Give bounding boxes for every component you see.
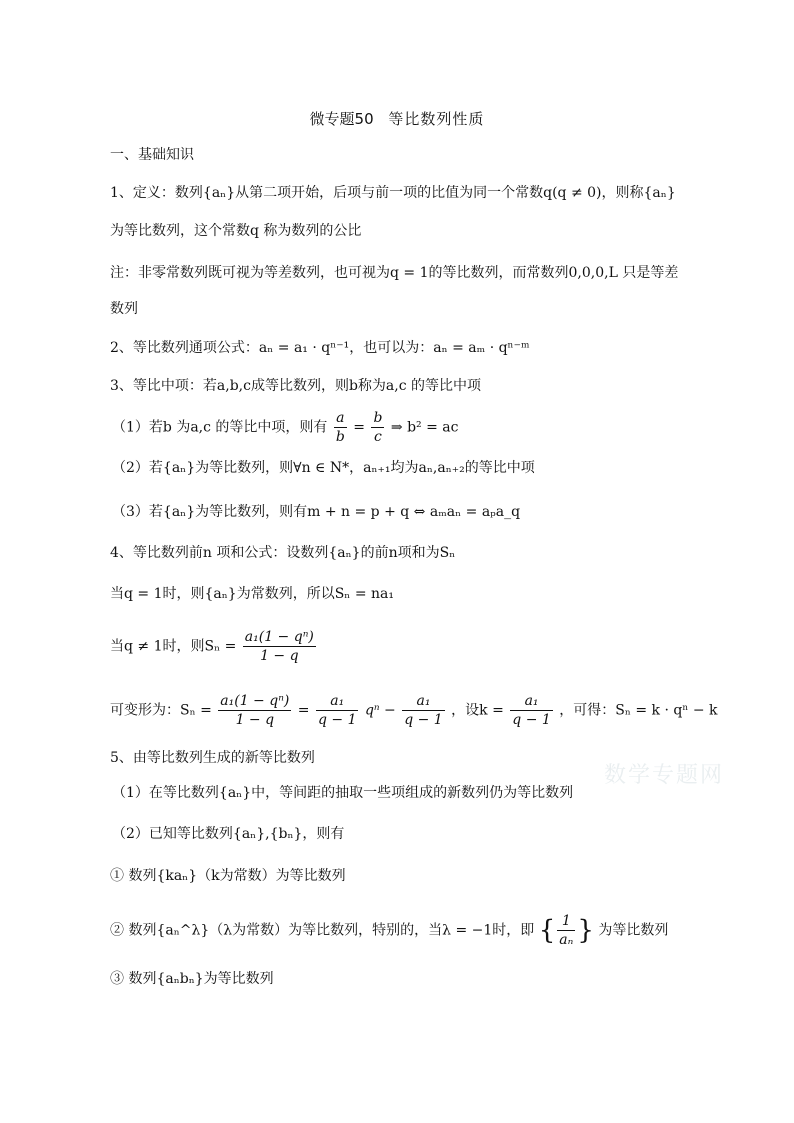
new-sequences-heading: 5、由等比数列生成的新等比数列	[110, 750, 315, 766]
frac-den: q − 1	[317, 712, 357, 728]
geometric-mean-item-3: （3）若{aₙ}为等比数列，则有m + n = p + q ⇔ aₘaₙ = aₚa_q	[112, 504, 521, 520]
frac-num: a₁(1 − qⁿ)	[244, 629, 314, 645]
frac-num: 1	[557, 912, 575, 931]
item-1-result: ⇒ b² = ac	[390, 419, 459, 436]
sum-case-q-not-1	[110, 628, 318, 665]
fraction-a-over-b	[334, 409, 347, 446]
definition-line-1: 1、定义：数列{aₙ}从第二项开始，后项与前一项的比值为同一个常数q(q ≠ 0)，则称{aₙ}	[110, 185, 676, 201]
sum-transform-line	[110, 692, 718, 729]
result-text: ，可得：Sₙ = k · qⁿ − k	[559, 702, 718, 719]
circled-item-3: ③ 数列{aₙbₙ}为等比数列	[110, 971, 274, 987]
reciprocal-fraction	[557, 912, 575, 949]
fraction-b-over-c	[371, 409, 384, 446]
frac-den: 1 − q	[235, 712, 275, 728]
frac-num: a₁	[402, 692, 445, 711]
case-text: 当q ≠ 1时，则Sₙ =	[110, 638, 237, 655]
page-title	[0, 108, 794, 129]
title-prefix: 微专题50	[309, 110, 374, 128]
frac-den: q − 1	[512, 712, 551, 728]
title-main: 等比数列性质	[388, 110, 485, 128]
frac-den: c	[374, 429, 382, 445]
frac-den: b	[335, 429, 345, 445]
equals-sign: =	[297, 702, 310, 719]
section-heading: 一、基础知识	[110, 147, 194, 163]
definition-line-2: 为等比数列，这个常数q 称为数列的公比	[110, 223, 362, 239]
frac-num: a₁(1 − qⁿ)	[220, 693, 290, 709]
item-1-text: （1）若b 为a,c 的等比中项，则有	[112, 419, 328, 436]
frac-num: a₁	[316, 692, 359, 711]
geometric-mean-item-2: （2）若{aₙ}为等比数列，则∀n ∈ N*，aₙ₊₁均为aₙ,aₙ₊₂的等比中项	[112, 460, 535, 476]
k-fraction	[510, 692, 553, 729]
sum-case-q-equals-1: 当q = 1时，则{aₙ}为常数列，所以Sₙ = na₁	[110, 586, 394, 602]
note-line-2: 数列	[110, 301, 138, 317]
transform-fraction-3	[402, 692, 445, 729]
sum-fraction	[243, 628, 316, 665]
new-sequences-item-1: （1）在等比数列{aₙ}中，等间距的抽取一些项组成的新数列仍为等比数列	[112, 785, 574, 801]
equals-sign: =	[353, 419, 366, 436]
new-sequences-item-2: （2）已知等比数列{aₙ},{bₙ}，则有	[112, 826, 345, 842]
sum-formula-heading: 4、等比数列前n 项和公式：设数列{aₙ}的前n项和为Sₙ	[110, 545, 456, 561]
transform-tail: qⁿ −	[364, 702, 396, 719]
circled-item-2	[110, 912, 668, 949]
circled-item-1: ① 数列{kaₙ}（k为常数）为等比数列	[110, 868, 346, 884]
geometric-mean-item-1	[112, 409, 458, 446]
frac-den: 1 − q	[260, 648, 299, 664]
frac-num: a₁	[510, 692, 553, 711]
transform-fraction-2	[316, 692, 359, 729]
note-line-1: 注：非零常数列既可视为等差数列，也可视为q = 1的等比数列，而常数列0,0,0,L 只是等差	[110, 265, 679, 281]
left-brace: {	[538, 915, 556, 946]
item-2-text: ② 数列{aₙ^λ}（λ为常数）为等比数列，特别的，当λ = −1时，即	[110, 922, 535, 939]
right-brace: }	[577, 915, 594, 946]
transform-text: 可变形为：Sₙ =	[110, 702, 212, 719]
k-definition-text: ，设k =	[451, 702, 504, 719]
geometric-mean-definition: 3、等比中项：若a,b,c成等比数列，则b称为a,c 的等比中项	[110, 378, 482, 394]
item-2-tail: 为等比数列	[598, 922, 669, 939]
frac-num: a	[334, 409, 347, 428]
frac-den: q − 1	[404, 712, 443, 728]
watermark: 数学专题网	[604, 763, 725, 788]
frac-num: b	[373, 410, 383, 426]
general-term-formula: 2、等比数列通项公式：aₙ = a₁ · qⁿ⁻¹，也可以为：aₙ = aₘ · qⁿ⁻ᵐ	[110, 340, 530, 356]
frac-den: aₙ	[559, 932, 574, 948]
transform-fraction-1	[218, 692, 291, 729]
